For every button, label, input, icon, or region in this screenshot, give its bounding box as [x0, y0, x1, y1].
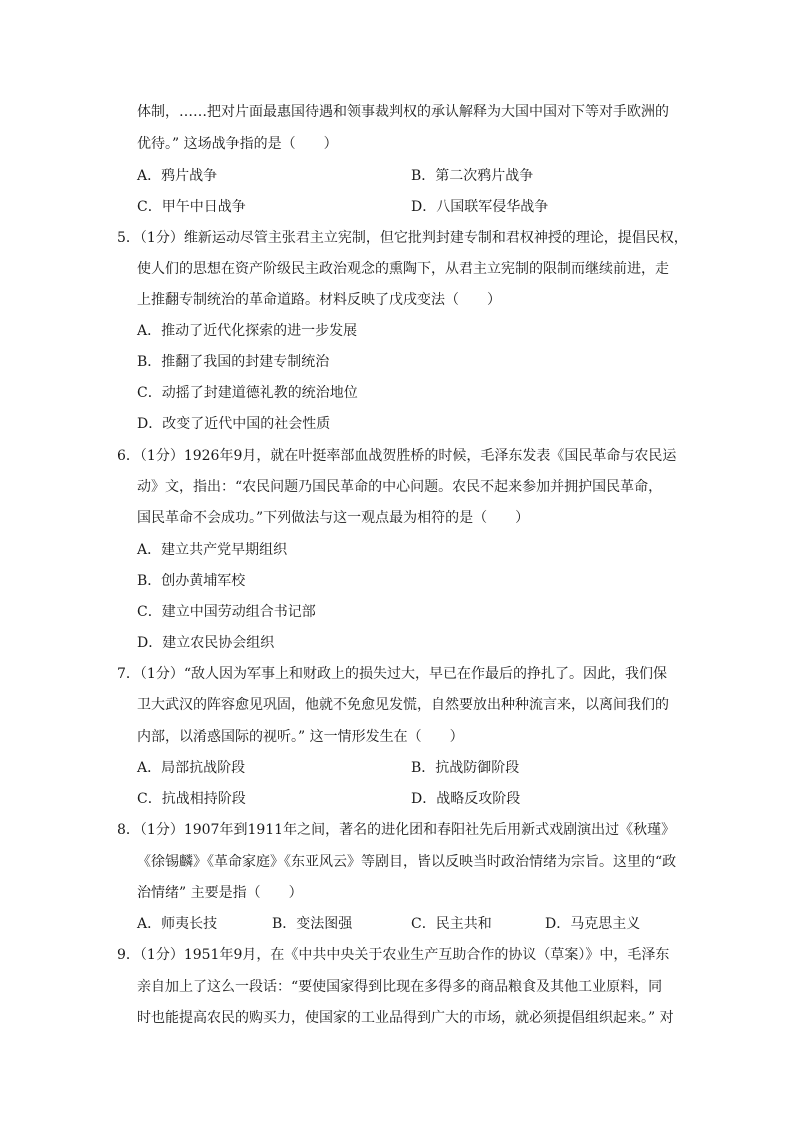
q4-stem-line-2: 优待。” 这场战争指的是（ ）: [137, 136, 338, 152]
q7-option-b: B．抗战防御阶段: [411, 760, 520, 776]
q4-stem-line-1: 体制，……把对片面最惠国待遇和领事裁判权的承认解释为大国中国对下等对手欧洲的: [137, 104, 669, 120]
q8-option-d: D．马克思主义: [545, 916, 641, 932]
q5-stem-line-3: 上推翻专制统治的革命道路。材料反映了戊戌变法（ ）: [137, 292, 501, 308]
q6-option-d: D．建立农民协会组织: [137, 635, 275, 651]
q5-option-b: B．推翻了我国的封建专制统治: [137, 354, 330, 370]
q7-stem-line-3: 内部，以淆惑国际的视听。” 这一情形发生在（ ）: [137, 729, 464, 745]
q7-stem-line-1: 7．（1分）“敌人因为军事上和财政上的损失过大，早已在作最后的挣扎了。因此，我们保: [117, 666, 667, 682]
q5-stem-line-1: 5．（1分）维新运动尽管主张君主立宪制，但它批判封建专制和君权神授的理论，提倡民权，: [117, 230, 688, 246]
q7-option-c: C．抗战相持阶段: [137, 791, 246, 807]
q4-option-a: A．鸦片战争: [137, 168, 218, 184]
q6-stem-line-2: 动》文，指出：“农民问题乃国民革命的中心问题。农民不起来参加并拥护国民革命，: [137, 479, 663, 495]
q7-option-d: D．战略反攻阶段: [411, 791, 521, 807]
q9-stem-line-3: 时也能提高农民的购买力，使国家的工业品得到广大的市场，就必须提倡组织起来。” 对: [137, 1010, 674, 1026]
q8-stem-line-1: 8．（1分）1907年到1911年之间，著名的进化团和春阳社先后用新式戏剧演出过《秋瑾》: [117, 822, 676, 838]
q7-stem-line-2: 卫大武汉的阵容愈见巩固，他就不免愈见发慌，自然要放出种种流言来，以离间我们的: [137, 697, 669, 713]
q6-stem-line-3: 国民革命不会成功。”下列做法与这一观点最为相符的是（ ）: [137, 510, 530, 526]
q8-stem-line-2: 《徐锡麟》《革命家庭》《东亚风云》等剧目，皆以反映当时政治情绪为宗旨。这里的“政: [137, 854, 677, 870]
q9-stem-line-1: 9．（1分）1951年9月，在《中共中央关于农业生产互助合作的协议（草案）》中，毛泽东: [117, 947, 670, 963]
q4-option-b: B．第二次鸦片战争: [411, 168, 534, 184]
q5-option-a: A．推动了近代化探索的进一步发展: [137, 323, 358, 339]
q5-option-c: C．动摇了封建道德礼教的统治地位: [137, 385, 358, 401]
q8-option-c: C．民主共和: [411, 916, 492, 932]
q9-stem-line-2: 亲自加上了这么一段话：“要使国家得到比现在多得多的商品粮食及其他工业原料，同: [137, 979, 663, 995]
q8-option-b: B．变法图强: [272, 916, 353, 932]
q8-option-a: A．师夷长技: [137, 916, 218, 932]
q4-option-c: C．甲午中日战争: [137, 199, 246, 215]
q8-stem-line-3: 治情绪” 主要是指（ ）: [137, 885, 303, 901]
q7-option-a: A．局部抗战阶段: [137, 760, 246, 776]
q5-option-d: D．改变了近代中国的社会性质: [137, 416, 331, 432]
q6-option-a: A．建立共产党早期组织: [137, 542, 288, 558]
q4-option-d: D．八国联军侵华战争: [411, 199, 549, 215]
q5-stem-line-2: 使人们的思想在资产阶级民主政治观念的熏陶下，从君主立宪制的限制而继续前进，走: [137, 261, 669, 277]
q6-option-b: B．创办黄埔军校: [137, 573, 246, 589]
q6-stem-line-1: 6．（1分）1926年9月，就在叶挺率部血战贺胜桥的时候，毛泽东发表《国民革命与农民运: [117, 448, 677, 464]
q6-option-c: C．建立中国劳动组合书记部: [137, 604, 316, 620]
